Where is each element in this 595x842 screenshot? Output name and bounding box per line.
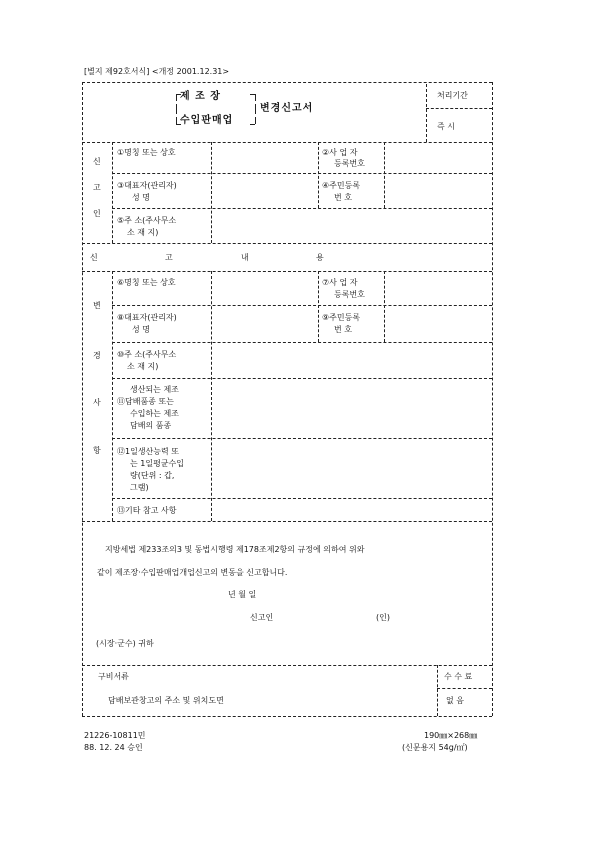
f8-label-a: ⑧대표자(관리자) — [117, 313, 177, 322]
processing-label: 처리기간 — [437, 91, 468, 100]
title-bracket — [176, 104, 177, 114]
attachments-item: 담배보관창고의 주소 및 위치도면 — [108, 696, 224, 705]
title-bracket — [176, 117, 177, 124]
f2-label-a: ②사 업 자 — [322, 148, 358, 157]
f13-label: ⑬기타 참고 사항 — [117, 506, 177, 515]
col-line — [318, 142, 319, 208]
attachments-label: 구비서류 — [98, 672, 129, 681]
applicant-char: 고 — [93, 183, 101, 192]
title-bracket — [250, 124, 255, 125]
f11-label-c: 수입하는 제조 — [130, 409, 179, 418]
seal-label: (인) — [376, 613, 390, 622]
report-content-char: 신 — [90, 253, 98, 262]
fee-label: 수 수 료 — [444, 672, 473, 681]
f11-label-d: 담배의 품종 — [130, 421, 172, 430]
f12-label-c: 량(단위 : 갑, — [130, 471, 175, 480]
date-label: 년 월 일 — [228, 590, 257, 599]
processing-box-left — [426, 84, 427, 142]
f6-label: ⑥명칭 또는 상호 — [117, 278, 176, 287]
report-content-char: 고 — [165, 253, 173, 262]
title-line2: 변경신고서 — [260, 103, 314, 114]
col-line — [384, 142, 385, 208]
f5-label-a: ⑤주 소(주사무소 — [117, 216, 177, 225]
row-line — [82, 665, 492, 666]
addressee: (시장·군수) 귀하 — [96, 639, 154, 648]
frame-left — [82, 82, 83, 716]
f4-label-a: ④주민등록 — [322, 181, 361, 190]
title-line3: 수입판매업 — [180, 115, 234, 126]
change-char: 사 — [93, 398, 101, 407]
col-line — [211, 271, 212, 521]
col-line — [112, 271, 113, 521]
f10-label-a: ⑩주 소(주사무소 — [117, 350, 177, 359]
f7-label-b: 등록번호 — [334, 290, 365, 299]
row-line — [82, 142, 492, 143]
f4-label-b: 번 호 — [334, 193, 352, 202]
title-bracket — [255, 104, 256, 114]
f8-label-b: 성 명 — [132, 325, 150, 334]
frame-top — [82, 82, 492, 83]
f9-label-a: ⑨주민등록 — [322, 313, 361, 322]
row-line — [112, 208, 492, 209]
f9-label-b: 번 호 — [334, 325, 352, 334]
row-line — [112, 498, 492, 499]
f12-label-d: 그램) — [130, 483, 149, 492]
row-line — [82, 521, 492, 522]
footer-paper: (신문용지 54g/㎡) — [402, 743, 468, 752]
col-line — [318, 271, 319, 342]
col-line — [211, 142, 212, 243]
f2-label-b: 등록번호 — [334, 159, 365, 168]
applicant-char: 인 — [93, 209, 101, 218]
footer-size: 190㎜×268㎜ — [424, 731, 478, 740]
f1-label: ①명칭 또는 상호 — [117, 148, 176, 157]
applicant-char: 신 — [93, 157, 101, 166]
frame-bottom — [82, 716, 492, 717]
footer-approval: 88. 12. 24 승인 — [84, 743, 143, 752]
change-char: 항 — [93, 446, 101, 455]
report-content-char: 용 — [316, 253, 324, 262]
frame-right — [492, 82, 493, 716]
title-line1: 제 조 장 — [180, 91, 221, 102]
f11-label-a: 생산되는 제조 — [130, 385, 179, 394]
form-reference: [별지 제92호서식] <개정 2001.12.31> — [84, 67, 230, 76]
row-line — [112, 305, 492, 306]
row-line — [112, 378, 492, 379]
f7-label-a: ⑦사 업 자 — [322, 278, 358, 287]
fee-value: 없 음 — [446, 696, 464, 705]
row-line — [82, 243, 492, 244]
row-line — [437, 688, 492, 689]
declaration-line1: 지방세법 제233조의3 및 동법시행령 제178조제2항의 규정에 의하여 위와 — [105, 545, 365, 554]
row-line — [82, 271, 492, 272]
title-bracket — [176, 94, 177, 101]
processing-box-divider — [426, 108, 492, 109]
row-line — [112, 438, 492, 439]
change-char: 변 — [93, 301, 101, 310]
declaration-line2: 같이 제조장·수입판매업개업신고의 변동을 신고합니다. — [97, 568, 288, 577]
f5-label-b: 소 재 지) — [127, 228, 159, 237]
f11-label-b: ⑪담배품종 또는 — [117, 397, 174, 406]
f10-label-b: 소 재 지) — [127, 362, 159, 371]
f12-label-a: ⑫1일생산능력 또 — [117, 447, 180, 456]
f3-label-b: 성 명 — [132, 193, 150, 202]
reporter-label: 신고인 — [250, 613, 274, 622]
processing-value: 즉 시 — [437, 122, 455, 131]
col-line — [112, 142, 113, 243]
f12-label-b: 는 1일평균수입 — [130, 459, 185, 468]
report-content-char: 내 — [241, 253, 249, 262]
title-bracket — [255, 94, 256, 101]
change-char: 경 — [93, 351, 101, 360]
f3-label-a: ③대표자(관리자) — [117, 181, 177, 190]
footer-code: 21226-10811민 — [84, 731, 146, 740]
row-line — [112, 173, 492, 174]
title-bracket — [255, 117, 256, 124]
col-line — [437, 665, 438, 716]
col-line — [384, 271, 385, 342]
row-line — [112, 342, 492, 343]
